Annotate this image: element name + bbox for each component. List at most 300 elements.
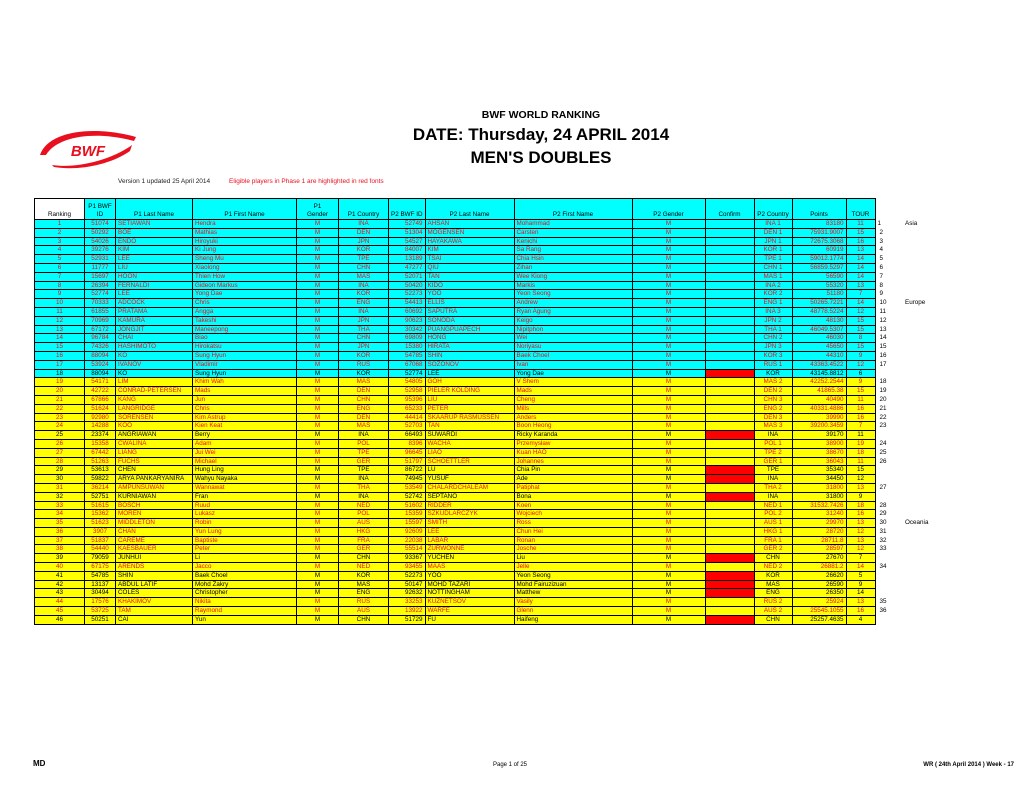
cell-p1first: Mohd Zakry (193, 580, 297, 589)
cell-p2first: Johannes (514, 457, 632, 466)
cell-p1id: 74326 (85, 343, 116, 352)
cell-p1id: 17576 (85, 598, 116, 607)
column-header (632, 199, 705, 220)
cell-g2: M (632, 545, 705, 554)
cell-p1first: Sheng Mu (193, 255, 297, 264)
cell-c2: CHN 3 (754, 395, 792, 404)
cell-c2: MAS 1 (754, 272, 792, 281)
cell-p2last: HAYAKAWA (425, 237, 514, 246)
cell-p1last: KANG (116, 395, 193, 404)
cell-p2first: Przemysław (514, 439, 632, 448)
column-header (846, 199, 875, 220)
cell-p1last: FERNALDI (116, 281, 193, 290)
cell-elig: 14 (875, 334, 903, 343)
cell-confirm (705, 483, 754, 492)
cell-g2: M (632, 281, 705, 290)
cell-rank: 35 (35, 519, 85, 528)
cell-tour: 13 (846, 483, 875, 492)
cell-p2last: SZKUDLARCZYK (425, 510, 514, 519)
cell-tour: 13 (846, 281, 875, 290)
cell-p1first: Nikita (193, 598, 297, 607)
cell-p1id: 52931 (85, 255, 116, 264)
cell-g1: M (297, 246, 339, 255)
cell-p1last: KO (116, 369, 193, 378)
cell-points: 25924 (792, 598, 846, 607)
column-header (754, 199, 792, 220)
cell-g1: M (297, 263, 339, 272)
cell-points: 26350 (792, 589, 846, 598)
cell-p1last: IVANOV (116, 360, 193, 369)
cell-p1last: AMPUNSUWAN (116, 483, 193, 492)
cell-p1last: KHAKIMOV (116, 598, 193, 607)
cell-p2last: LIU (425, 395, 514, 404)
table-row (35, 527, 942, 536)
cell-rank: 31 (35, 483, 85, 492)
table-row (35, 299, 942, 308)
cell-p2id: 54413 (389, 299, 426, 308)
cell-p1id: 59822 (85, 475, 116, 484)
cell-tour: 15 (846, 228, 875, 237)
cell-tour: 13 (846, 598, 875, 607)
cell-p2id: 90623 (389, 316, 426, 325)
cell-p1last: PRATAMA (116, 307, 193, 316)
cell-g2: M (632, 413, 705, 422)
column-header-text: P1 First Name (224, 211, 265, 218)
cell-g1: M (297, 272, 339, 281)
cell-p1first: Hendra (193, 220, 297, 229)
cell-p2first: Andrew (514, 299, 632, 308)
cell-p2first: Jelle (514, 563, 632, 572)
cell-p2last: MOGENSEN (425, 228, 514, 237)
cell-p2id: 96645 (389, 448, 426, 457)
cell-p2first: Wojciech (514, 510, 632, 519)
cell-c1: TPE (339, 466, 389, 475)
cell-rank: 46 (35, 615, 85, 624)
cell-p1first: Li (193, 554, 297, 563)
cell-confirm (705, 475, 754, 484)
table-row (35, 378, 942, 387)
cell-p2first: Kenichi (514, 237, 632, 246)
ranking-table (34, 198, 942, 625)
cell-p2id: 50420 (389, 281, 426, 290)
cell-p1id: 92980 (85, 413, 116, 422)
cell-region (903, 237, 941, 246)
table-row (35, 492, 942, 501)
table-row (35, 360, 942, 369)
cell-region (903, 378, 941, 387)
cell-rank: 7 (35, 272, 85, 281)
cell-g1: M (297, 598, 339, 607)
cell-p1first: Kim Astrup (193, 413, 297, 422)
cell-elig: 15 (875, 343, 903, 352)
cell-p1last: TAM (116, 607, 193, 616)
column-header-text: TOUR (851, 211, 870, 218)
table-row (35, 351, 942, 360)
cell-points: 26620 (792, 571, 846, 580)
cell-p2first: Wee Kiong (514, 272, 632, 281)
table-row (35, 404, 942, 413)
cell-c2: DEN 1 (754, 228, 792, 237)
cell-g2: M (632, 439, 705, 448)
cell-elig: 33 (875, 545, 903, 554)
cell-p2first: Keigo (514, 316, 632, 325)
cell-p1last: HASHIMOTO (116, 343, 193, 352)
cell-elig: 22 (875, 413, 903, 422)
cell-tour: 7 (846, 290, 875, 299)
cell-elig: 28 (875, 501, 903, 510)
cell-g1: M (297, 483, 339, 492)
cell-confirm (705, 343, 754, 352)
cell-g1: M (297, 448, 339, 457)
cell-confirm (705, 378, 754, 387)
table-row (35, 272, 942, 281)
cell-tour: 18 (846, 448, 875, 457)
cell-p1first: Yun Lung (193, 527, 297, 536)
cell-p2id: 30342 (389, 325, 426, 334)
cell-points: 55320 (792, 281, 846, 290)
cell-c1: TPE (339, 448, 389, 457)
cell-p2id: 92609 (389, 527, 426, 536)
cell-p1first: Adam (193, 439, 297, 448)
table-row (35, 281, 942, 290)
cell-tour: 8 (846, 334, 875, 343)
cell-elig (875, 492, 903, 501)
cell-c2: INA (754, 475, 792, 484)
cell-tour: 9 (846, 351, 875, 360)
cell-g1: M (297, 431, 339, 440)
table-row (35, 255, 942, 264)
cell-tour: 16 (846, 413, 875, 422)
cell-elig (875, 580, 903, 589)
cell-p1id: 51074 (85, 220, 116, 229)
cell-tour: 11 (846, 220, 875, 229)
cell-p2id: 13922 (389, 607, 426, 616)
cell-g2: M (632, 343, 705, 352)
cell-tour: 14 (846, 263, 875, 272)
cell-c1: HKG (339, 527, 389, 536)
cell-p1first: Jui Wei (193, 448, 297, 457)
cell-rank: 11 (35, 307, 85, 316)
cell-p1first: Yong Dae (193, 290, 297, 299)
cell-p1id: 13137 (85, 580, 116, 589)
cell-confirm (705, 246, 754, 255)
cell-confirm (705, 334, 754, 343)
cell-g2: M (632, 615, 705, 624)
cell-p2first: Carsten (514, 228, 632, 237)
cell-confirm (705, 422, 754, 431)
table-row (35, 545, 942, 554)
column-header-empty (903, 199, 941, 220)
cell-points: 75931.9007 (792, 228, 846, 237)
cell-c1: ENG (339, 299, 389, 308)
cell-confirm (705, 589, 754, 598)
cell-confirm (705, 228, 754, 237)
column-header-text: P1 (313, 203, 322, 210)
cell-p2last: ELLIS (425, 299, 514, 308)
cell-g1: M (297, 360, 339, 369)
cell-rank: 4 (35, 246, 85, 255)
cell-p2first: Haifeng (514, 615, 632, 624)
cell-p2id: 15380 (389, 343, 426, 352)
column-header-text: Ranking (47, 211, 72, 218)
cell-g1: M (297, 615, 339, 624)
cell-points: 28711.8 (792, 536, 846, 545)
cell-tour: 9 (846, 378, 875, 387)
cell-c1: AUS (339, 607, 389, 616)
cell-p1id: 30494 (85, 589, 116, 598)
cell-p2last: TAN (425, 422, 514, 431)
cell-points: 46030 (792, 334, 846, 343)
cell-p1last: CHAN (116, 527, 193, 536)
cell-region (903, 316, 941, 325)
cell-c2: TPE 1 (754, 255, 792, 264)
cell-p1first: Takeshi (193, 316, 297, 325)
cell-p1first: Xiaolong (193, 263, 297, 272)
cell-c2: KOR 2 (754, 290, 792, 299)
cell-points: 72675.3068 (792, 237, 846, 246)
cell-g2: M (632, 228, 705, 237)
cell-p1last: FUCHS (116, 457, 193, 466)
cell-p1first: Kien Keat (193, 422, 297, 431)
cell-p2first: Chia Pin (514, 466, 632, 475)
cell-tour: 15 (846, 466, 875, 475)
cell-g2: M (632, 607, 705, 616)
cell-p1last: KO (116, 351, 193, 360)
cell-confirm (705, 536, 754, 545)
cell-p2last: YOO (425, 571, 514, 580)
cell-g2: M (632, 571, 705, 580)
cell-confirm (705, 431, 754, 440)
cell-g1: M (297, 571, 339, 580)
cell-p2last: SOZONOV (425, 360, 514, 369)
column-header (514, 199, 632, 220)
cell-region: Oceania (903, 519, 941, 528)
cell-rank: 8 (35, 281, 85, 290)
cell-p2last: YUSUF (425, 475, 514, 484)
cell-c2: INA (754, 492, 792, 501)
cell-p1id: 54171 (85, 378, 116, 387)
cell-g2: M (632, 255, 705, 264)
cell-p2first: Sa Rang (514, 246, 632, 255)
cell-elig (875, 615, 903, 624)
cell-g1: M (297, 536, 339, 545)
cell-p2last: RIDDER (425, 501, 514, 510)
cell-p1last: BOSCH (116, 501, 193, 510)
cell-p2last: SCHOETTLER (425, 457, 514, 466)
cell-c1: MAS (339, 272, 389, 281)
table-row (35, 334, 942, 343)
cell-elig: 34 (875, 563, 903, 572)
cell-points: 36043 (792, 457, 846, 466)
cell-g2: M (632, 325, 705, 334)
cell-p2first: Ade (514, 475, 632, 484)
cell-p2id: 52273 (389, 290, 426, 299)
column-header-text: P2 First Name (552, 211, 594, 218)
cell-elig: 8 (875, 281, 903, 290)
cell-tour: 11 (846, 457, 875, 466)
cell-c1: POL (339, 510, 389, 519)
cell-points: 31800 (792, 483, 846, 492)
cell-elig: 35 (875, 598, 903, 607)
cell-p1last: LEE (116, 255, 193, 264)
cell-g1: M (297, 351, 339, 360)
cell-confirm (705, 272, 754, 281)
cell-rank: 14 (35, 334, 85, 343)
cell-p1id: 79059 (85, 554, 116, 563)
cell-c1: CHN (339, 263, 389, 272)
cell-g1: M (297, 510, 339, 519)
cell-g1: M (297, 378, 339, 387)
cell-c1: JPN (339, 316, 389, 325)
cell-g1: M (297, 439, 339, 448)
table-row (35, 439, 942, 448)
cell-p2first: Kuan HAO (514, 448, 632, 457)
cell-region (903, 607, 941, 616)
footer-page-number: Page 1 of 25 (492, 762, 528, 768)
cell-rank: 32 (35, 492, 85, 501)
cell-p2id: 52742 (389, 492, 426, 501)
cell-rank: 5 (35, 255, 85, 264)
cell-region (903, 448, 941, 457)
cell-c2: CHN (754, 554, 792, 563)
cell-g1: M (297, 325, 339, 334)
cell-p1first: Michael (193, 457, 297, 466)
cell-g1: M (297, 228, 339, 237)
cell-p2last: SAPUTRA (425, 307, 514, 316)
cell-c1: MAS (339, 422, 389, 431)
cell-confirm (705, 554, 754, 563)
cell-p1last: CWALINA (116, 439, 193, 448)
cell-p1last: CHAI (116, 334, 193, 343)
cell-p1first: Baptiste (193, 536, 297, 545)
cell-g1: M (297, 589, 339, 598)
table-row (35, 413, 942, 422)
cell-p1first: Hung Ling (193, 466, 297, 475)
cell-rank: 38 (35, 545, 85, 554)
column-header-text: P2 Country (757, 211, 789, 218)
cell-p1last: CAI (116, 615, 193, 624)
cell-p2id: 74945 (389, 475, 426, 484)
cell-elig: 32 (875, 536, 903, 545)
cell-region (903, 536, 941, 545)
cell-confirm (705, 607, 754, 616)
cell-points: 50265.7221 (792, 299, 846, 308)
column-header (297, 199, 339, 220)
cell-region (903, 369, 941, 378)
table-row (35, 536, 942, 545)
cell-c2: DEN 2 (754, 387, 792, 396)
cell-region (903, 466, 941, 475)
cell-elig: 1 (875, 220, 903, 229)
cell-g1: M (297, 413, 339, 422)
cell-p2last: KIM (425, 246, 514, 255)
cell-p1last: ENDO (116, 237, 193, 246)
cell-p2first: Glenn (514, 607, 632, 616)
cell-p1last: LIU (116, 263, 193, 272)
cell-rank: 26 (35, 439, 85, 448)
cell-c2: POL 1 (754, 439, 792, 448)
column-header (705, 199, 754, 220)
cell-c1: INA (339, 307, 389, 316)
table-row (35, 483, 942, 492)
cell-tour: 11 (846, 431, 875, 440)
column-header-text: P2 Gender (653, 211, 684, 218)
cell-p1last: LEE (116, 290, 193, 299)
cell-region (903, 281, 941, 290)
version-note: Version 1 updated 25 April 2014 (118, 178, 211, 185)
cell-region (903, 290, 941, 299)
table-row (35, 228, 942, 237)
table-row (35, 246, 942, 255)
cell-p2last: SMITH (425, 519, 514, 528)
cell-region (903, 263, 941, 272)
column-header (792, 199, 846, 220)
cell-p2first: Koen (514, 501, 632, 510)
table-row (35, 307, 942, 316)
cell-p2last: PIELER KOLDING (425, 387, 514, 396)
column-header-text: P2 Last Name (449, 211, 490, 218)
cell-c2: FRA 1 (754, 536, 792, 545)
cell-c1: INA (339, 475, 389, 484)
cell-tour: 19 (846, 439, 875, 448)
cell-p1id: 53725 (85, 607, 116, 616)
cell-rank: 3 (35, 237, 85, 246)
footer-category-code: MD (33, 759, 46, 768)
cell-p1last: CONRAD-PETERSEN (116, 387, 193, 396)
cell-p2last: AHSAN (425, 220, 514, 229)
cell-rank: 18 (35, 369, 85, 378)
cell-tour: 15 (846, 343, 875, 352)
cell-p1first: Angga (193, 307, 297, 316)
cell-points: 43363.4522 (792, 360, 846, 369)
cell-c1: INA (339, 220, 389, 229)
cell-c2: AUS 2 (754, 607, 792, 616)
cell-c1: NED (339, 563, 389, 572)
cell-elig: 13 (875, 325, 903, 334)
cell-p1last: MIDDLETON (116, 519, 193, 528)
cell-region (903, 483, 941, 492)
cell-g1: M (297, 554, 339, 563)
cell-p1first: Jacco (193, 563, 297, 572)
table-row (35, 290, 942, 299)
column-header-text: Points (810, 211, 828, 218)
cell-points: 48778.5224 (792, 307, 846, 316)
table-row (35, 466, 942, 475)
cell-rank: 1 (35, 220, 85, 229)
cell-p1first: Jun (193, 395, 297, 404)
cell-points: 44310 (792, 351, 846, 360)
cell-p1id: 15697 (85, 272, 116, 281)
cell-region (903, 360, 941, 369)
cell-c2: INA (754, 431, 792, 440)
cell-confirm (705, 501, 754, 510)
cell-c1: KOR (339, 369, 389, 378)
cell-elig: 25 (875, 448, 903, 457)
cell-p2id: 52273 (389, 571, 426, 580)
cell-p1id: 96784 (85, 334, 116, 343)
cell-points: 83180 (792, 220, 846, 229)
cell-c2: INA 1 (754, 220, 792, 229)
cell-c1: GER (339, 457, 389, 466)
cell-p2last: PETER (425, 404, 514, 413)
cell-g1: M (297, 607, 339, 616)
cell-g2: M (632, 501, 705, 510)
cell-c1: INA (339, 281, 389, 290)
cell-p1first: Fran (193, 492, 297, 501)
cell-g2: M (632, 510, 705, 519)
cell-g2: M (632, 475, 705, 484)
cell-p2id: 22038 (389, 536, 426, 545)
